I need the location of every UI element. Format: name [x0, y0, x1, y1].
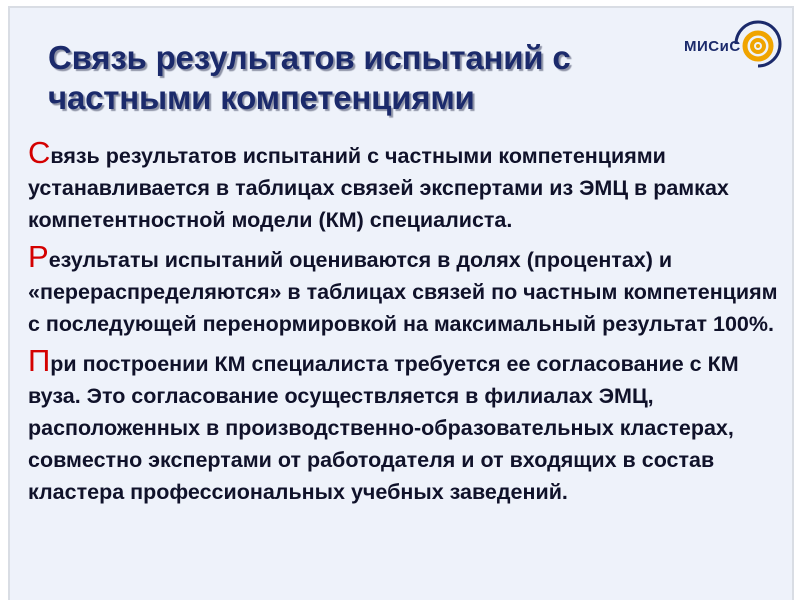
- misis-logo-icon: [728, 14, 784, 74]
- slide-body: [28, 135, 778, 516]
- paragraph-text: ри построении КМ специалиста требуется ее согласование с КМ вуза. Это согласование осуществляется в филиалах ЭМЦ, расположенных в производственно-образовательных кластерах, совместно экспертами от работодателя и от входящих в состав кластера профессиональных учебных заведений.: [28, 352, 739, 504]
- drop-cap: Р: [28, 239, 49, 274]
- paragraph-text: езультаты испытаний оцениваются в долях (процентах) и «перераспределяются» в таблицах связей по частным компетенциям с последующей перенормировкой на максимальный результат 100%.: [28, 248, 778, 336]
- misis-logo: [684, 12, 784, 76]
- drop-cap: П: [28, 343, 51, 378]
- paragraph-2: [28, 239, 778, 340]
- slide-title: Связь результатов испытаний с частными компетенциями: [48, 39, 571, 116]
- paragraph-1: [28, 135, 778, 236]
- drop-cap: С: [28, 135, 51, 170]
- paragraph-3: [28, 343, 778, 508]
- logo-text: МИСиС: [684, 38, 741, 55]
- paragraph-text: вязь результатов испытаний с частными компетенциями устанавливается в таблицах связей экспертами из ЭМЦ в рамках компетентностной модели (КМ) специалиста.: [28, 144, 729, 232]
